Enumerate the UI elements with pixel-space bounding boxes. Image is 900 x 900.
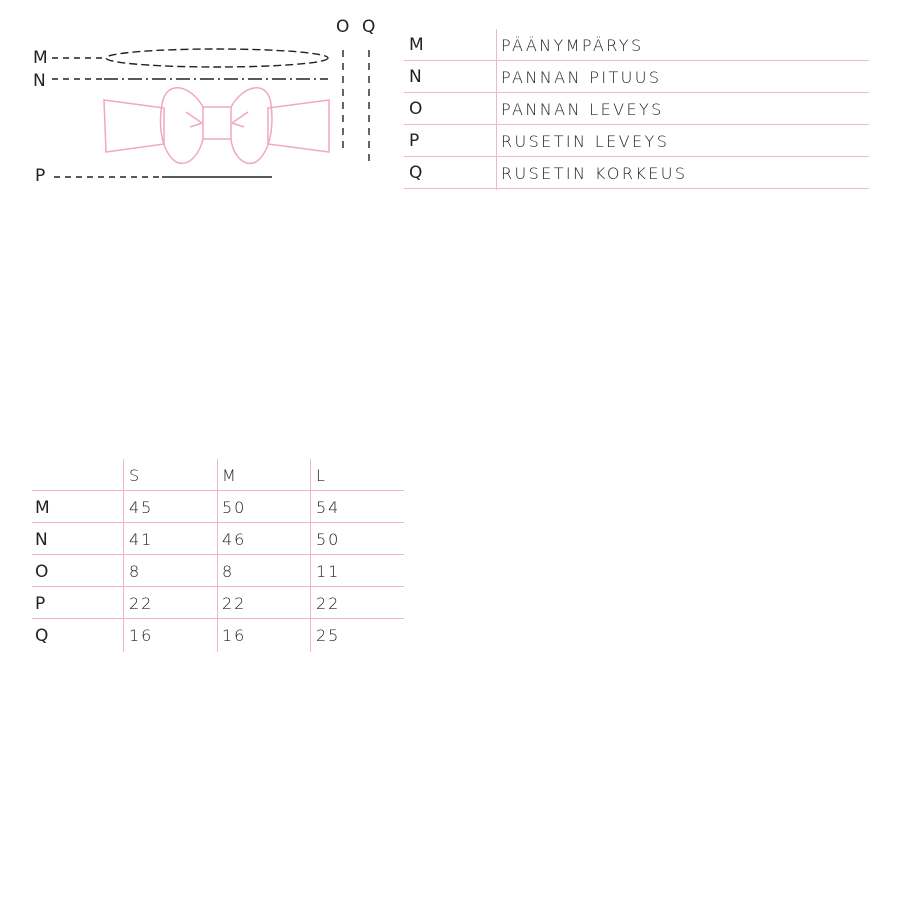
legend-label: PANNAN PITUUS [501,68,662,87]
table-row [32,587,404,619]
diagram-label-o: O [336,17,350,37]
cell-value: 50 [316,530,341,549]
diagram-label-q: Q [362,17,376,37]
legend-row [404,157,869,189]
size-header-row [32,459,404,491]
legend-row [404,61,869,93]
legend-row [404,29,869,61]
measurement-legend [404,29,869,189]
cell-value: 25 [316,626,341,645]
table-row [32,619,404,651]
cell-value: 45 [129,498,154,517]
head-circumference-ellipse [106,49,328,67]
row-key: Q [35,626,49,646]
diagram-label-n: N [33,71,46,91]
row-key: N [35,530,48,550]
legend-key: M [409,35,425,55]
row-key: P [35,594,46,614]
cell-value: 11 [316,562,341,581]
cell-value: 50 [222,498,247,517]
legend-key: Q [409,163,424,183]
cell-value: 16 [222,626,247,645]
cell-value: 8 [129,562,142,581]
legend-key: O [409,99,424,119]
legend-label: PANNAN LEVEYS [501,100,664,119]
table-row [32,523,404,555]
legend-row [404,125,869,157]
diagram-label-m: M [33,48,48,68]
row-key: O [35,562,49,582]
legend-label: RUSETIN KORKEUS [501,164,688,183]
size-table [32,459,404,651]
cell-value: 22 [316,594,341,613]
bow-headband-diagram [0,0,400,200]
cell-value: 16 [129,626,154,645]
cell-value: 8 [222,562,235,581]
legend-label: PÄÄNYMPÄRYS [501,36,644,55]
cell-value: 54 [316,498,341,517]
table-row [32,555,404,587]
table-row [32,491,404,523]
diagram-label-p: P [35,166,46,186]
legend-label: RUSETIN LEVEYS [501,132,670,151]
cell-value: 22 [129,594,154,613]
legend-key: P [409,131,421,151]
bow-icon [104,88,329,164]
legend-key: N [409,67,423,87]
cell-value: 41 [129,530,154,549]
size-header-m: M [222,466,238,485]
cell-value: 22 [222,594,247,613]
cell-value: 46 [222,530,247,549]
size-header-s: S [129,466,142,485]
size-header-l: L [316,466,327,485]
legend-row [404,93,869,125]
row-key: M [35,498,50,518]
